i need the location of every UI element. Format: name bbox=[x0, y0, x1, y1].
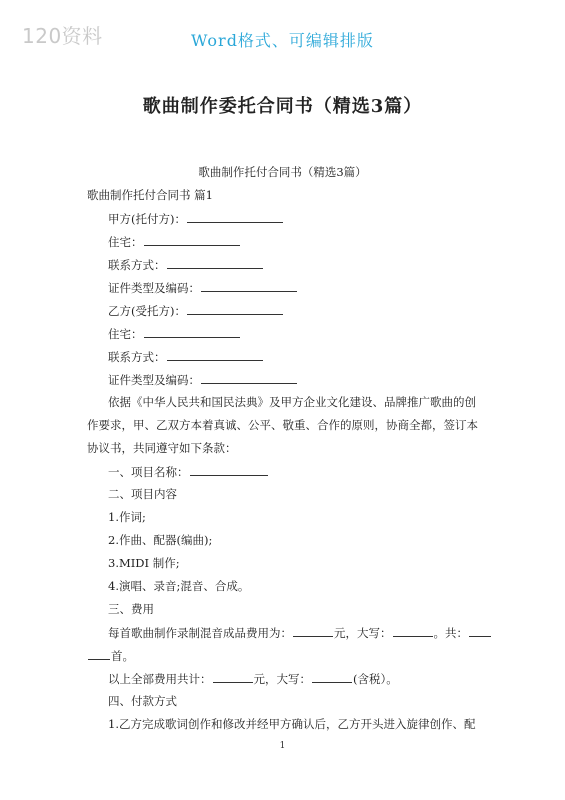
song-count-blank-a bbox=[469, 625, 491, 637]
party-a-contact-blank bbox=[167, 257, 263, 269]
party-b-name-blank bbox=[187, 303, 283, 315]
party-b-contact-blank bbox=[167, 349, 263, 361]
party-a-id-blank bbox=[201, 280, 297, 292]
party-a-name-blank bbox=[187, 211, 283, 223]
party-b-contact-label: 联系方式： bbox=[108, 350, 166, 364]
total-tax: (含税）。 bbox=[353, 672, 398, 686]
clause-2-item-1: 1.作词; bbox=[108, 510, 146, 524]
party-b-name-row bbox=[108, 303, 284, 318]
page-number: 1 bbox=[279, 741, 286, 751]
intro-line-3: 协议书，共同遵守如下条款： bbox=[87, 441, 237, 455]
clause-2-item-4: 4.演唱、录音;混音、合成。 bbox=[108, 579, 250, 593]
party-a-name-label: 甲方(托付方)： bbox=[108, 212, 186, 226]
party-a-address-row bbox=[108, 234, 241, 249]
clause-4-item-1: 1.乙方完成歌词创作和修改并经甲方确认后，乙方开头进入旋律创作、配 bbox=[108, 717, 476, 731]
party-a-address-blank bbox=[144, 234, 240, 246]
watermark-logo: 120资料 bbox=[22, 24, 103, 48]
fee-end: 首。 bbox=[111, 649, 134, 663]
intro-line-2: 作要求，甲、乙双方本着真诚、公平、敬重、合作的原则，协商全都，签订本 bbox=[87, 418, 478, 432]
party-b-id-label: 证件类型及编码： bbox=[108, 373, 200, 387]
party-b-id-blank bbox=[201, 372, 297, 384]
party-b-contact-row bbox=[108, 349, 264, 364]
document-title: 歌曲制作委托合同书（精选3篇） bbox=[142, 96, 423, 117]
fee-amount-blank bbox=[293, 625, 333, 637]
total-prefix: 以上全部费用共计： bbox=[108, 672, 212, 686]
clause-1-row bbox=[108, 464, 269, 479]
party-a-address-label: 住宅： bbox=[108, 235, 143, 249]
fee-prefix: 每首歌曲制作录制混音成品费用为： bbox=[108, 626, 292, 640]
fee-row bbox=[108, 625, 492, 640]
party-a-contact-label: 联系方式： bbox=[108, 258, 166, 272]
clause-1-label: 一、项目名称： bbox=[108, 465, 189, 479]
party-a-id-row bbox=[108, 280, 298, 295]
total-unit: 元，大写： bbox=[253, 672, 311, 686]
fee-row-continued bbox=[87, 648, 134, 663]
fee-unit: 元，大写： bbox=[334, 626, 392, 640]
total-row bbox=[108, 671, 398, 686]
intro-line-1: 依据《中华人民共和国民法典》及甲方企业文化建设、品牌推广歌曲的创 bbox=[108, 395, 476, 409]
clause-4-heading: 四、付款方式 bbox=[108, 694, 177, 708]
clause-2-item-3: 3.MIDI 制作; bbox=[108, 556, 180, 570]
project-name-blank bbox=[190, 464, 268, 476]
clause-2-item-2: 2.作曲、配器(编曲); bbox=[108, 533, 213, 547]
format-banner: Word格式、可编辑排版 bbox=[191, 31, 374, 50]
party-a-contact-row bbox=[108, 257, 264, 272]
party-b-name-label: 乙方(受托方)： bbox=[108, 304, 186, 318]
fee-total-label: 。共： bbox=[433, 626, 468, 640]
party-a-id-label: 证件类型及编码： bbox=[108, 281, 200, 295]
document-subtitle: 歌曲制作托付合同书（精选3篇） bbox=[198, 165, 367, 179]
party-b-id-row bbox=[108, 372, 298, 387]
clause-3-heading: 三、费用 bbox=[108, 602, 154, 616]
section-heading: 歌曲制作托付合同书 篇1 bbox=[87, 188, 213, 202]
fee-capital-blank bbox=[393, 625, 433, 637]
party-b-address-label: 住宅： bbox=[108, 327, 143, 341]
clause-2-heading: 二、项目内容 bbox=[108, 487, 177, 501]
party-b-address-blank bbox=[144, 326, 240, 338]
total-amount-blank bbox=[213, 671, 253, 683]
total-capital-blank bbox=[312, 671, 352, 683]
song-count-blank-b bbox=[88, 648, 110, 660]
party-b-address-row bbox=[108, 326, 241, 341]
party-a-name-row bbox=[108, 211, 284, 226]
